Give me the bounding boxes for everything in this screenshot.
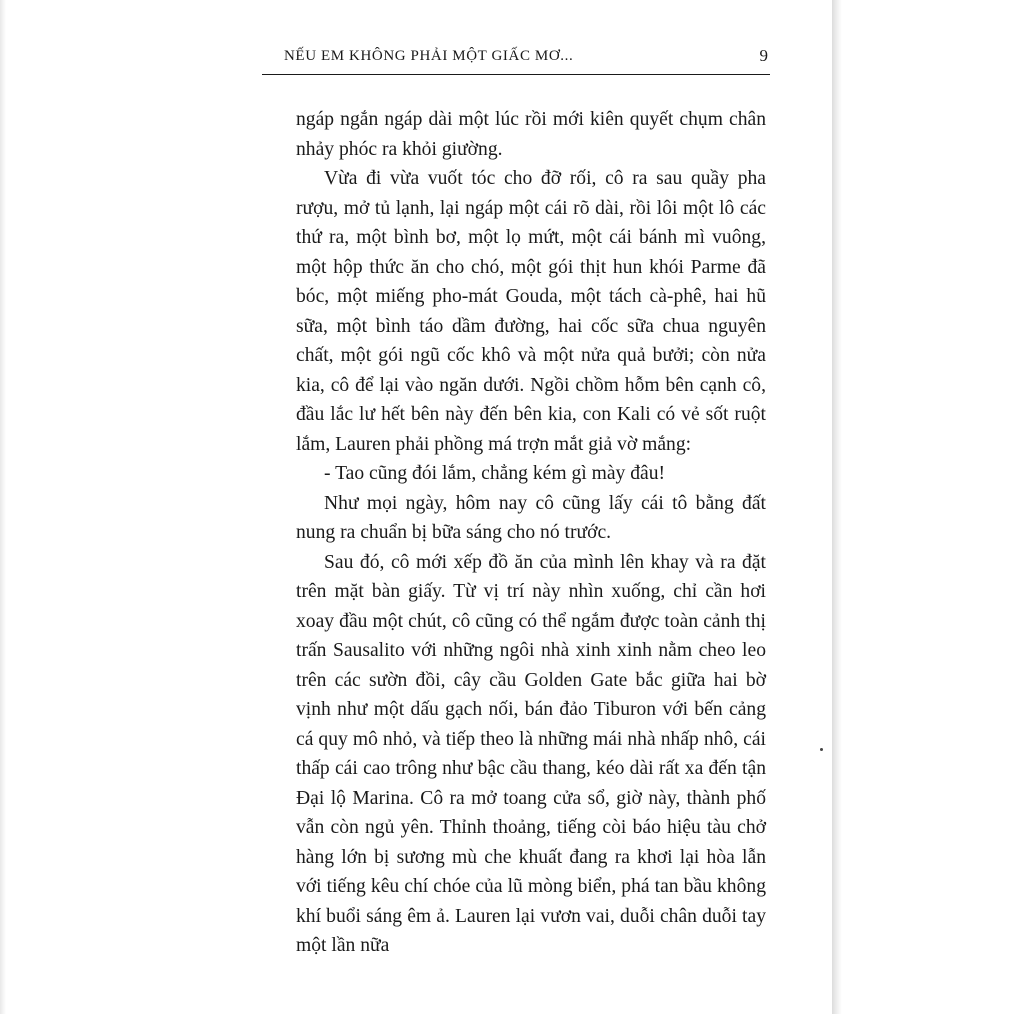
paragraph-breakfast-bowl: Như mọi ngày, hôm nay cô cũng lấy cái tô bằng đất nung ra chuẩn bị bữa sáng cho nó trước. bbox=[296, 492, 766, 543]
page-left-shadow bbox=[0, 0, 6, 1014]
paragraph-city-view: Sau đó, cô mới xếp đồ ăn của mình lên khay và ra đặt trên mặt bàn giấy. Từ vị trí này nhìn xuống, chỉ cần hơi xoay đầu một chút, cô cũng có thể ngắm được toàn cảnh thị trấn Sausalito với những ngôi nhà xinh xinh nằm cheo leo trên các sườn đồi, cây cầu Golden Gate bắc giữa hai bờ vịnh như một dấu gạch nối, bán đảo Tiburon với bến cảng cá quy mô nhỏ, và tiếp theo là những mái nhà nhấp nhô, cái thấp cái cao trông như bậc cầu thang, kéo dài rất xa đến tận Đại lộ Marina. Cô ra mở toang cửa sổ, giờ này, thành phố vẫn còn ngủ yên. Thỉnh thoảng, tiếng còi báo hiệu tàu chở hàng lớn bị sương mù che khuất đang ra khơi lại hòa lẫn với tiếng kêu chí chóe của lũ mòng biển, phá tan bầu không khí buổi sáng êm ả. Lauren lại vươn vai, duỗi chân duỗi tay một lần nữa bbox=[296, 551, 766, 956]
paragraph-continuation: ngáp ngắn ngáp dài một lúc rồi mới kiên quyết chụm chân nhảy phóc ra khỏi giường. bbox=[296, 109, 766, 160]
paragraph-kitchen: Vừa đi vừa vuốt tóc cho đỡ rối, cô ra sau quầy pha rượu, mở tủ lạnh, lại ngáp một cái rõ dài, rồi lôi một lô các thứ ra, một bình bơ, một lọ mứt, một cái bánh mì vuông, một hộp thức ăn cho chó, một gói thịt hun khói Parme đã bóc, một miếng pho-mát Gouda, một tách cà-phê, hai hũ sữa, một bình táo dầm đường, hai cốc sữa chua nguyên chất, một gói ngũ cốc khô và một nửa quả bưởi; còn nửa kia, cô để lại vào ngăn dưới. Ngồi chồm hỗm bên cạnh cô, đầu lắc lư hết bên này đến bên kia, con Kali có vẻ sốt ruột lắm, Lauren phải phồng má trợn mắt giả vờ mắng: bbox=[296, 168, 766, 455]
running-title: NẾU EM KHÔNG PHẢI MỘT GIẤC MƠ... bbox=[284, 48, 574, 64]
body-text bbox=[296, 105, 766, 961]
paragraph-dialogue: - Tao cũng đói lắm, chẳng kém gì mày đâu! bbox=[324, 463, 666, 484]
page-number: 9 bbox=[759, 46, 768, 65]
running-header bbox=[262, 46, 770, 75]
ink-speck bbox=[820, 748, 823, 751]
page-edge-shadow bbox=[832, 0, 842, 1014]
